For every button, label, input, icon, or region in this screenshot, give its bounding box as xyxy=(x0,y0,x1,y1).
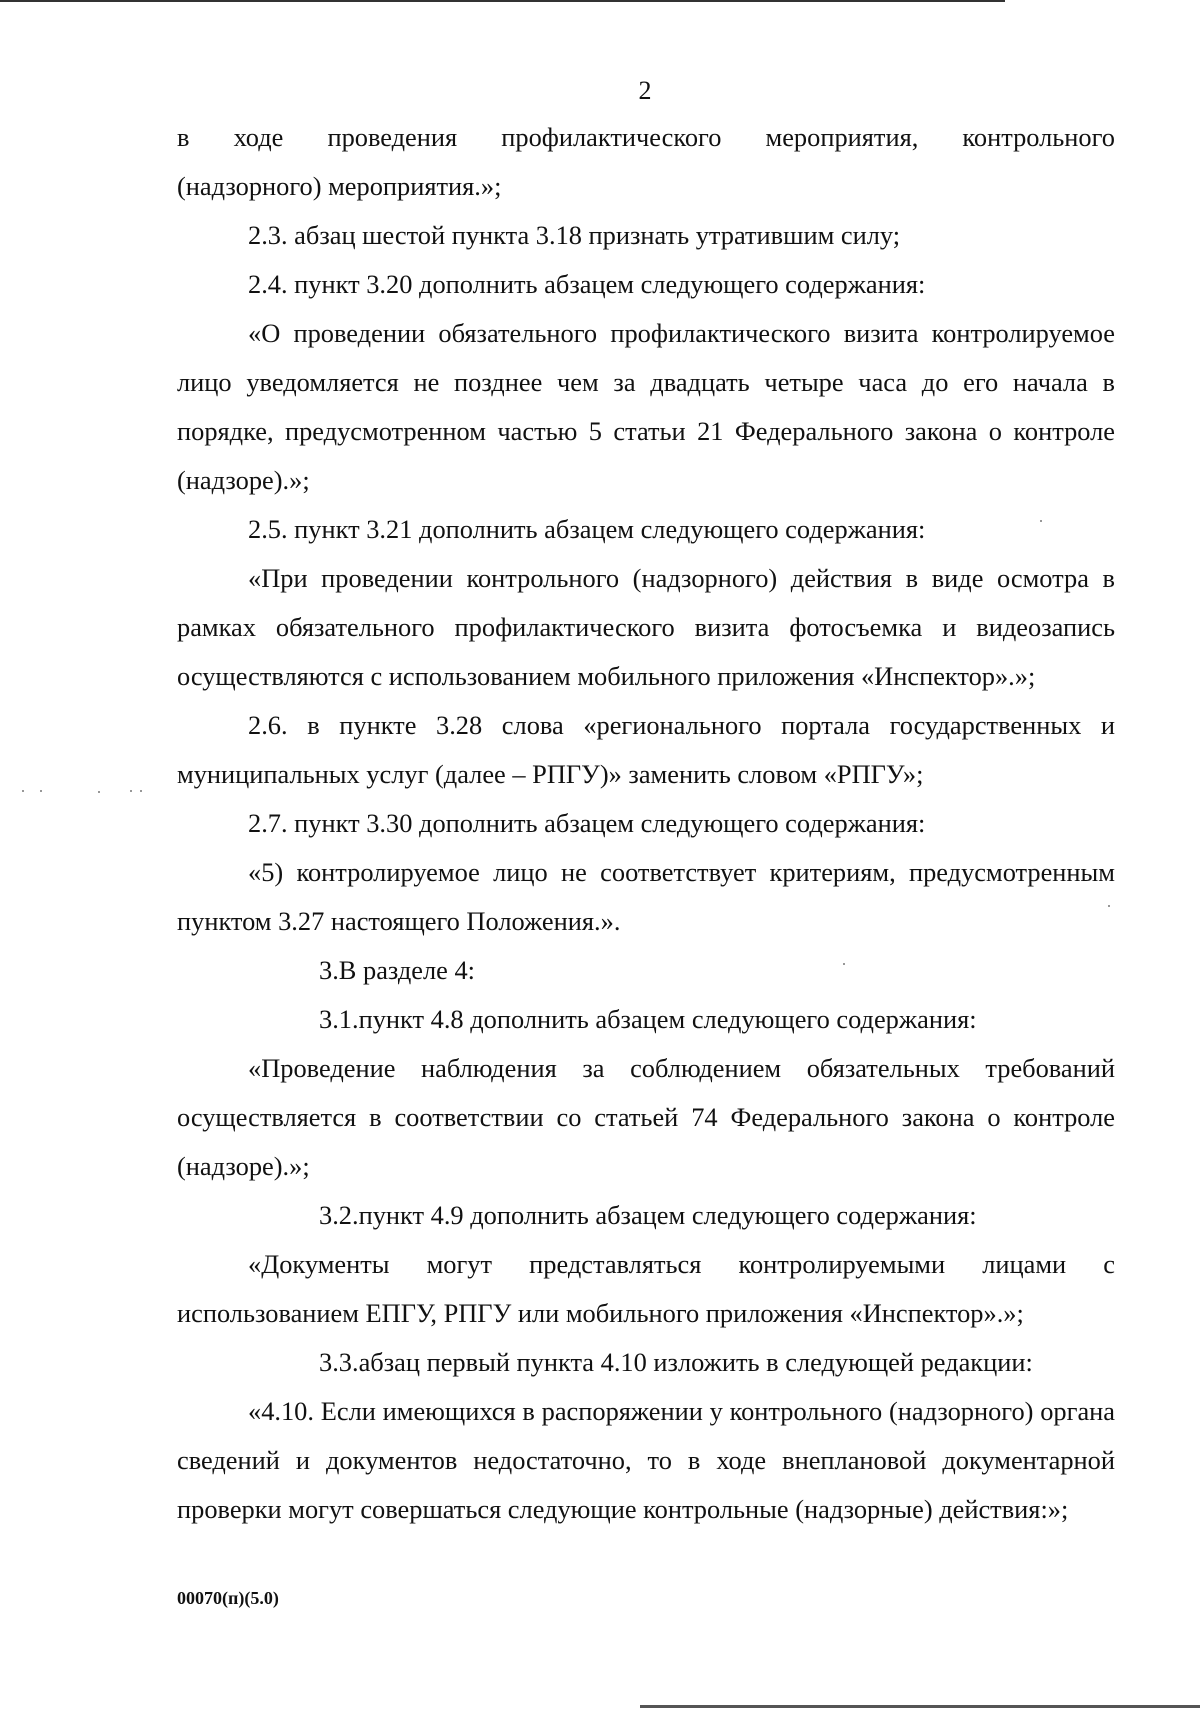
item-number: 3. xyxy=(319,955,339,985)
quote-preventive-visit-notice: «О проведении обязательного профилактического визита контролируемое лицо уведомляется не позднее чем за двадцать четыре часа до его начала в порядке, предусмотренном частью 5 статьи 21 Федерального закона о контроле (надзоре).»; xyxy=(177,318,1115,495)
item-3-2 xyxy=(177,1191,1115,1240)
scan-speck xyxy=(1108,905,1110,907)
item-text: пункт 4.8 дополнить абзацем следующего содержания: xyxy=(358,1004,977,1034)
quote-4-10: «4.10. Если имеющихся в распоряжении у контрольного (надзорного) органа сведений и документов недостаточно, то в ходе внеплановой документарной проверки могут совершаться следующие контрольные (надзорные) действия:»; xyxy=(177,1396,1115,1524)
quote-observation: «Проведение наблюдения за соблюдением обязательных требований осуществляется в соответствии со статьей 74 Федерального закона о контроле (надзоре).»; xyxy=(177,1053,1115,1181)
scan-speck xyxy=(98,791,100,793)
top-edge-rule xyxy=(0,0,1005,2)
scan-speck xyxy=(40,790,42,792)
scan-speck xyxy=(1040,520,1042,522)
quote-criteria-mismatch: «5) контролируемое лицо не соответствует критериям, предусмотренным пунктом 3.27 настоящего Положения.». xyxy=(177,857,1115,936)
scan-speck xyxy=(843,963,845,965)
item-number: 3.2. xyxy=(319,1200,359,1230)
item-number: 3.1. xyxy=(319,1004,359,1034)
page-number: 2 xyxy=(638,76,652,105)
item-text: пункт 4.9 дополнить абзацем следующего содержания: xyxy=(358,1200,977,1230)
item-2-5: 2.5. пункт 3.21 дополнить абзацем следующего содержания: xyxy=(248,514,926,544)
scan-speck xyxy=(130,790,132,792)
item-3 xyxy=(177,946,1115,995)
bottom-edge-rule xyxy=(640,1705,1200,1708)
item-number: 3.3. xyxy=(319,1347,359,1377)
document-code: 00070(п)(5.0) xyxy=(177,1588,279,1608)
quote-inspection-photo-video: «При проведении контрольного (надзорного) действия в виде осмотра в рамках обязательного профилактического визита фотосъемка и видеозапись осуществляются с использованием мобильного приложения «Инспектор».»; xyxy=(177,563,1115,691)
item-3-3 xyxy=(177,1338,1115,1387)
paragraph-continuation-end: (надзорного) мероприятия.»; xyxy=(177,171,502,201)
scan-speck xyxy=(22,790,24,792)
item-2-6: 2.6. в пункте 3.28 слова «регионального портала государственных и муниципальных услуг (далее – РПГУ)» заменить словом «РПГУ»; xyxy=(177,710,1115,789)
item-text: В разделе 4: xyxy=(338,955,476,985)
item-text: абзац первый пункта 4.10 изложить в следующей редакции: xyxy=(358,1347,1033,1377)
item-2-4: 2.4. пункт 3.20 дополнить абзацем следующего содержания: xyxy=(248,269,926,299)
item-2-3: 2.3. абзац шестой пункта 3.18 признать утратившим силу; xyxy=(248,220,901,250)
scan-speck xyxy=(140,790,142,792)
quote-documents-submission: «Документы могут представляться контролируемыми лицами с использованием ЕПГУ, РПГУ или мобильного приложения «Инспектор».»; xyxy=(177,1249,1115,1328)
paragraph-continuation-line: в ходе проведения профилактического мероприятия, контрольного xyxy=(177,122,1115,152)
item-2-7: 2.7. пункт 3.30 дополнить абзацем следующего содержания: xyxy=(248,808,926,838)
item-3-1 xyxy=(177,995,1115,1044)
document-body xyxy=(177,113,1115,1534)
